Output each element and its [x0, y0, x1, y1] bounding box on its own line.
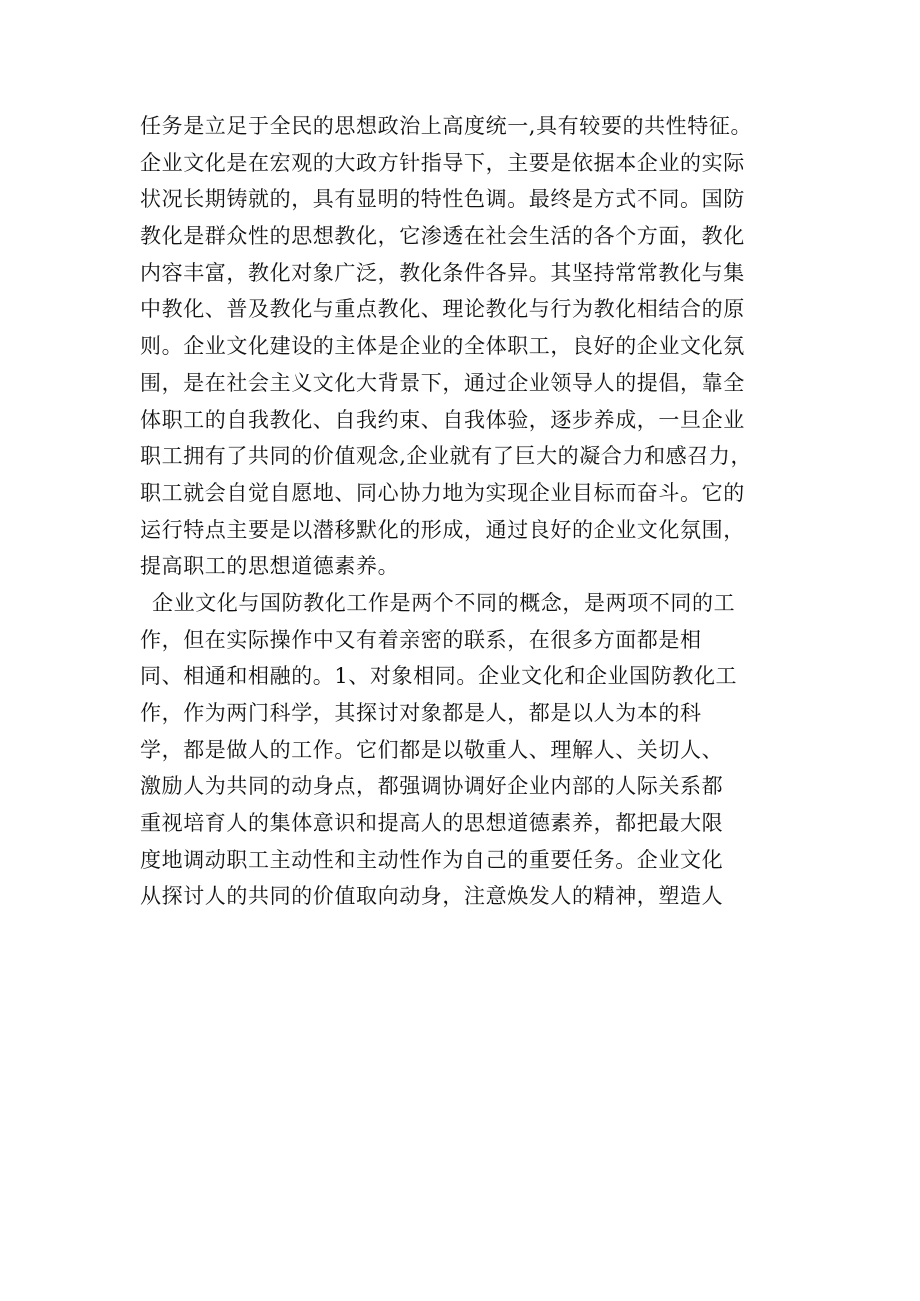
text-line: 激励人为共同的动身点，都强调协调好企业内部的人际关系都 [140, 774, 724, 799]
text-line: 同、相通和相融的。1、对象相同。企业文化和企业国防教化工 [140, 664, 738, 689]
text-line: 体职工的自我教化、自我约束、自我体验，逐步养成，一旦企业 [140, 407, 745, 432]
text-line: 学，都是做人的工作。它们都是以敬重人、理解人、关切人、 [140, 737, 724, 762]
body-text [140, 108, 800, 915]
text-line: 重视培育人的集体意识和提高人的思想道德素养，都把最大限 [140, 811, 724, 836]
text-line: 状况长期铸就的，具有显明的特性色调。最终是方式不同。国防 [140, 187, 745, 212]
text-line: 从探讨人的共同的价值取向动身，注意焕发人的精神，塑造人 [140, 884, 724, 909]
text-line: 职工就会自觉自愿地、同心协力地为实现企业目标而奋斗。它的 [140, 480, 745, 505]
text-line: 度地调动职工主动性和主动性作为自己的重要任务。企业文化 [140, 847, 724, 872]
text-line: 内容丰富，教化对象广泛，教化条件各异。其坚持常常教化与集 [140, 260, 745, 285]
text-line: 中教化、普及教化与重点教化、理论教化与行为教化相结合的原 [140, 297, 745, 322]
text-line: 运行特点主要是以潜移默化的形成，通过良好的企业文化氛围， [140, 517, 745, 542]
text-line: 作，但在实际操作中又有着亲密的联系，在很多方面都是相 [140, 627, 702, 652]
text-line: 任务是立足于全民的思想政治上高度统一,具有较要的共性特征。 [140, 114, 753, 138]
text-line: 则。企业文化建设的主体是企业的全体职工，良好的企业文化氛 [140, 334, 745, 359]
paragraph-first-line: 企业文化与国防教化工作是两个不同的概念，是两项不同的工 [152, 590, 736, 615]
text-line: 企业文化是在宏观的大政方针指导下，主要是依据本企业的实际 [140, 150, 745, 175]
text-line: 提高职工的思想道德素养。 [140, 554, 400, 579]
text-line: 职工拥有了共同的价值观念,企业就有了巨大的凝合力和感召力， [140, 444, 753, 469]
text-line: 作，作为两门科学，其探讨对象都是人，都是以人为本的科 [140, 701, 702, 725]
text-line: 围，是在社会主义文化大背景下，通过企业领导人的提倡，靠全 [140, 370, 745, 395]
text-line: 教化是群众性的思想教化，它渗透在社会生活的各个方面，教化 [140, 224, 745, 249]
